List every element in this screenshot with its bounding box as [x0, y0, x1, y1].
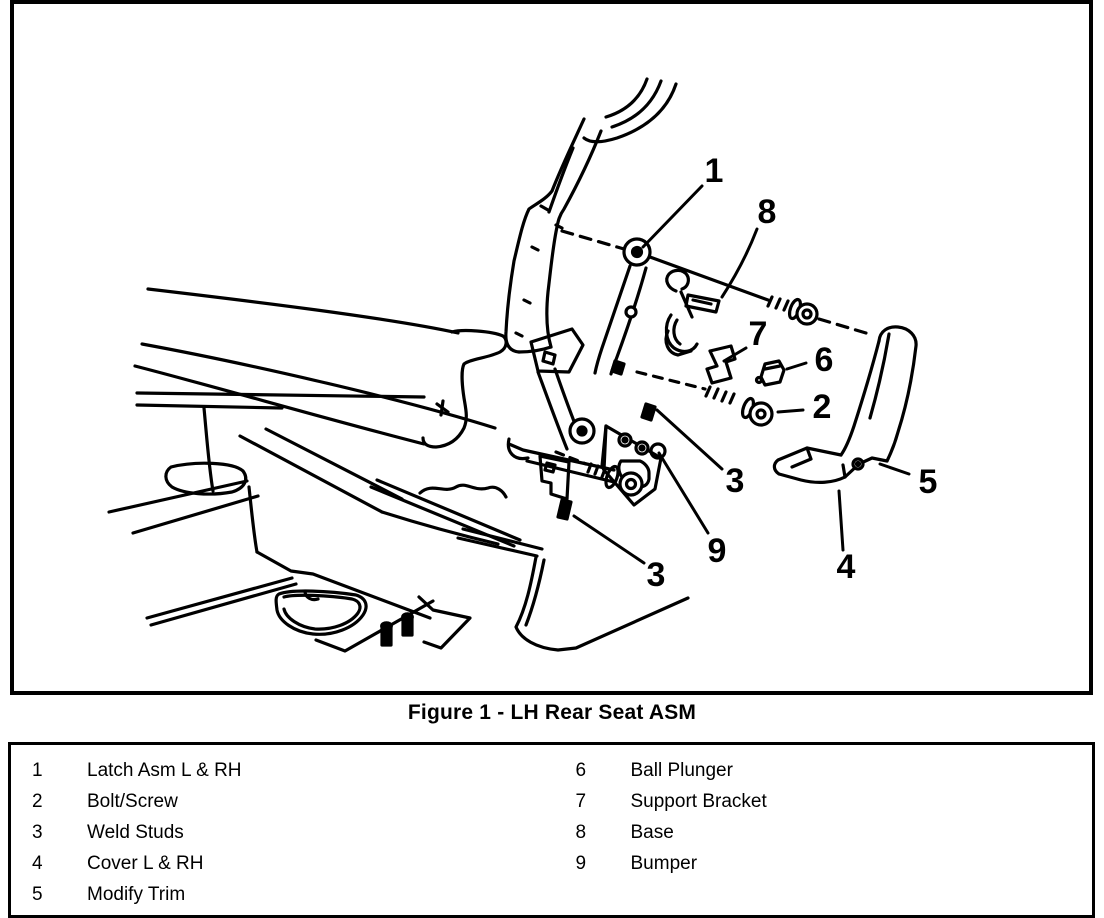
- legend-table: [8, 742, 1095, 918]
- callout-6: 6: [814, 341, 834, 379]
- legend-item-label: Support Bracket: [630, 791, 767, 812]
- legend-item-label: Ball Plunger: [630, 760, 733, 781]
- legend-item-label: Bolt/Screw: [87, 791, 178, 812]
- bolt-head: [750, 403, 772, 425]
- legend-item-label: Modify Trim: [87, 884, 186, 905]
- legend-item-number: 7: [575, 791, 587, 812]
- callout-4: 4: [836, 548, 856, 586]
- legend-item-number: 6: [575, 760, 587, 781]
- weld-stud: [612, 361, 624, 374]
- legend-item: [11, 817, 552, 848]
- legend-item: [552, 786, 1093, 817]
- legend-item: [552, 817, 1093, 848]
- legend-column-left: [11, 755, 552, 915]
- leader-2: [778, 410, 803, 412]
- callout-9: 9: [707, 532, 727, 570]
- legend-item-number: 1: [32, 760, 43, 781]
- legend-item-number: 2: [32, 791, 43, 812]
- callout-1: 1: [704, 152, 724, 190]
- bolt-head: [620, 473, 642, 495]
- legend-item: [11, 786, 552, 817]
- legend-item-number: 4: [32, 853, 43, 874]
- legend-item-number: 5: [32, 884, 43, 905]
- callout-5: 5: [918, 463, 938, 501]
- legend-item-number: 9: [575, 853, 587, 874]
- legend-item: [11, 879, 552, 910]
- legend-item: [552, 848, 1093, 879]
- callout-3-right: 3: [725, 462, 745, 500]
- legend-item-number: 8: [575, 822, 587, 843]
- legend-item-label: Bumper: [630, 853, 698, 874]
- legend-item: [11, 755, 552, 786]
- legend-item-label: Base: [630, 822, 674, 843]
- bolt-head: [797, 304, 817, 324]
- legend-item: [552, 755, 1093, 786]
- legend-item-label: Latch Asm L & RH: [87, 760, 242, 781]
- legend-item-label: Cover L & RH: [87, 853, 204, 874]
- legend-item-label: Weld Studs: [87, 822, 184, 843]
- legend-item: [11, 848, 552, 879]
- figure-caption: Figure 1 - LH Rear Seat ASM: [407, 701, 697, 724]
- legend-column-right: [552, 755, 1093, 915]
- weld-stud: [558, 500, 571, 519]
- legend-item-number: 3: [32, 822, 43, 843]
- callout-8: 8: [757, 193, 777, 231]
- callout-7: 7: [748, 315, 768, 353]
- callout-3-left: 3: [646, 556, 666, 594]
- callout-2: 2: [812, 388, 832, 426]
- weld-stud: [642, 404, 655, 420]
